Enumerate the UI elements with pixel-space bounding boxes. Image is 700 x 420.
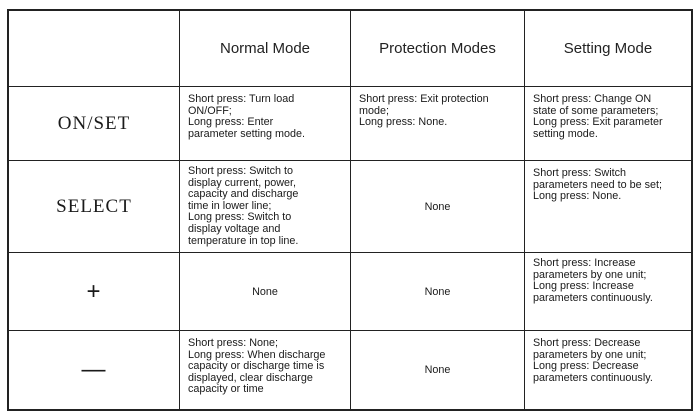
select-setting-mode: Short press: Switch parameters need to be set; Long press: None. [525,161,691,253]
minus-normal-mode: Short press: None; Long press: When discharge capacity or discharge time is displayed, clear discharge capacity or time [180,331,351,409]
header-blank-cell [9,11,180,87]
plus-setting-mode: Short press: Increase parameters by one unit; Long press: Increase parameters continuously. [525,253,691,331]
header-normal-mode: Normal Mode [180,11,351,87]
header-protection-modes: Protection Modes [351,11,525,87]
on-set-protection-mode: Short press: Exit protection mode; Long press: None. [351,87,525,161]
row-key-minus: — [9,331,180,409]
on-set-normal-mode: Short press: Turn load ON/OFF; Long press: Enter parameter setting mode. [180,87,351,161]
plus-normal-mode: None [180,253,351,331]
select-protection-mode: None [351,161,525,253]
on-set-setting-mode: Short press: Change ON state of some parameters; Long press: Exit parameter setting mode. [525,87,691,161]
row-key-plus: + [9,253,180,331]
header-setting-mode: Setting Mode [525,11,691,87]
row-key-select: SELECT [9,161,180,253]
plus-protection-mode: None [351,253,525,331]
minus-protection-mode: None [351,331,525,409]
row-key-on-set: ON/SET [9,87,180,161]
select-normal-mode: Short press: Switch to display current, power, capacity and discharge time in lower line; Long press: Switch to display voltage and temperature in top line. [180,161,351,253]
minus-setting-mode: Short press: Decrease parameters by one unit; Long press: Decrease parameters continuously. [533,337,653,384]
button-function-table [7,9,693,411]
